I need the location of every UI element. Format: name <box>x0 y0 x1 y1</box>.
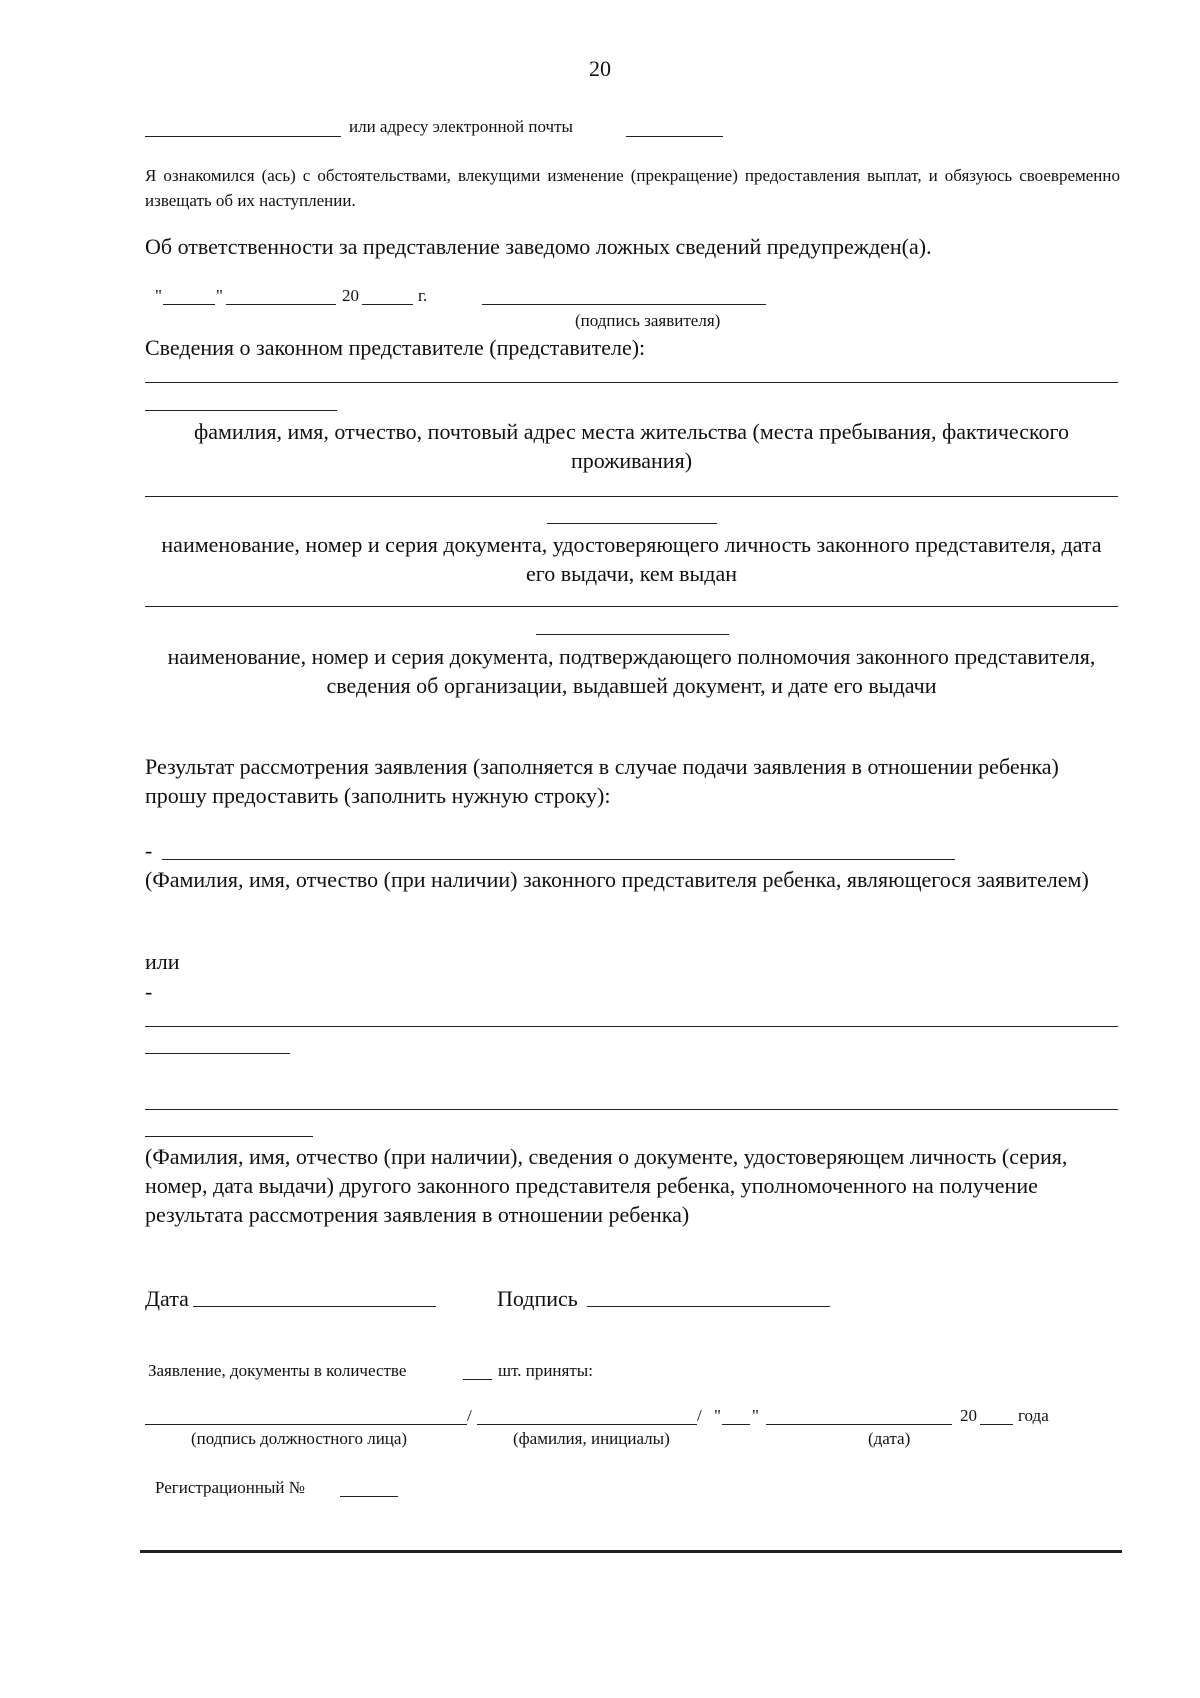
email-fill-line[interactable] <box>626 136 723 137</box>
bottom-divider <box>140 1550 1122 1553</box>
date-quote-close: " <box>216 286 223 305</box>
document-fill-line-short[interactable] <box>547 523 717 524</box>
responsibility-text: Об ответственности за представление заведомо ложных сведений предупрежден(а). <box>145 234 932 259</box>
representative-caption-2: наименование, номер и серия документа, удостоверяющего личность законного представителя, дата его выдачи, кем выдан <box>161 532 1102 586</box>
caption-official-name: (фамилия, инициалы) <box>513 1429 670 1448</box>
month-fill-line[interactable] <box>226 304 336 305</box>
option-2-fill-line-2-short[interactable] <box>145 1136 313 1137</box>
year-prefix: 20 <box>342 286 359 305</box>
acceptance-year-line[interactable] <box>980 1424 1013 1425</box>
signature-label: Подпись <box>497 1286 578 1311</box>
authority-fill-line[interactable] <box>145 606 1118 607</box>
signature-caption: (подпись заявителя) <box>575 311 721 330</box>
dash-2: - <box>145 979 153 1004</box>
representative-heading: Сведения о законном представителе (представителе): <box>145 335 646 360</box>
acceptance-year-suffix: года <box>1018 1406 1049 1425</box>
representative-caption-3: наименование, номер и серия документа, подтверждающего полномочия законного представителя, сведения об организации, выдавшей документ, и дате его выдачи <box>167 644 1096 698</box>
slash-2: / <box>697 1406 702 1425</box>
acceptance-day-line[interactable] <box>722 1424 750 1425</box>
year-fill-line[interactable] <box>362 304 413 305</box>
registration-fill-line[interactable] <box>340 1496 398 1497</box>
acceptance-year-prefix: 20 <box>960 1406 977 1425</box>
official-signature-line[interactable] <box>145 1424 467 1425</box>
day-fill-line[interactable] <box>163 304 215 305</box>
dash-1: - <box>145 838 153 863</box>
result-heading: Результат рассмотрения заявления (заполняется в случае подачи заявления в отношении ребенка) прошу предоставить (заполнить нужную строку): <box>145 754 1059 808</box>
count-fill-line[interactable] <box>463 1379 492 1380</box>
option-2-fill-line-2[interactable] <box>145 1109 1118 1110</box>
date-quote-open: " <box>155 286 162 305</box>
or-text: или <box>145 949 180 974</box>
acknowledgement-text: Я ознакомился (ась) с обстоятельствами, влекущими изменение (прекращение) предоставления выплат, и обязуюсь своевременно извещать об их наступлении. <box>145 166 1120 210</box>
option-2-fill-line-1[interactable] <box>145 1026 1118 1027</box>
registration-label: Регистрационный № <box>155 1478 305 1497</box>
official-name-line[interactable] <box>477 1424 697 1425</box>
quote-close: " <box>752 1406 759 1425</box>
representative-fill-line-short[interactable] <box>145 410 337 411</box>
option-2-caption: (Фамилия, имя, отчество (при наличии), сведения о документе, удостоверяющем личность (серия, номер, дата выдачи) другого законного представителя ребенка, уполномоченного на получение результата рассмотрения заявления в отношении ребенка) <box>145 1144 1068 1227</box>
option-1-caption: (Фамилия, имя, отчество (при наличии) законного представителя ребенка, являющегося заявителем) <box>145 867 1089 892</box>
option-2-fill-line-1-short[interactable] <box>145 1053 290 1054</box>
signature-line[interactable] <box>587 1306 830 1307</box>
option-1-fill-line[interactable] <box>162 859 955 860</box>
document-fill-line[interactable] <box>145 496 1118 497</box>
acceptance-text-before: Заявление, документы в количестве <box>148 1361 407 1380</box>
slash-1: / <box>467 1406 472 1425</box>
year-suffix: г. <box>418 286 428 305</box>
authority-fill-line-short[interactable] <box>536 634 729 635</box>
representative-caption-1: фамилия, имя, отчество, почтовый адрес места жительства (места пребывания, фактического проживания) <box>193 419 1070 473</box>
date-label: Дата <box>145 1286 189 1311</box>
caption-official-signature: (подпись должностного лица) <box>191 1429 408 1448</box>
page-number: 20 <box>589 56 611 81</box>
quote-open: " <box>714 1406 721 1425</box>
fill-line[interactable] <box>145 136 341 137</box>
signature-fill-line[interactable] <box>482 304 766 305</box>
acceptance-text-after: шт. приняты: <box>498 1361 593 1380</box>
acceptance-month-line[interactable] <box>766 1424 952 1425</box>
date-fill-line[interactable] <box>193 1306 436 1307</box>
caption-date: (дата) <box>868 1429 911 1448</box>
representative-fill-line[interactable] <box>145 382 1118 383</box>
email-label: или адресу электронной почты <box>349 117 573 136</box>
